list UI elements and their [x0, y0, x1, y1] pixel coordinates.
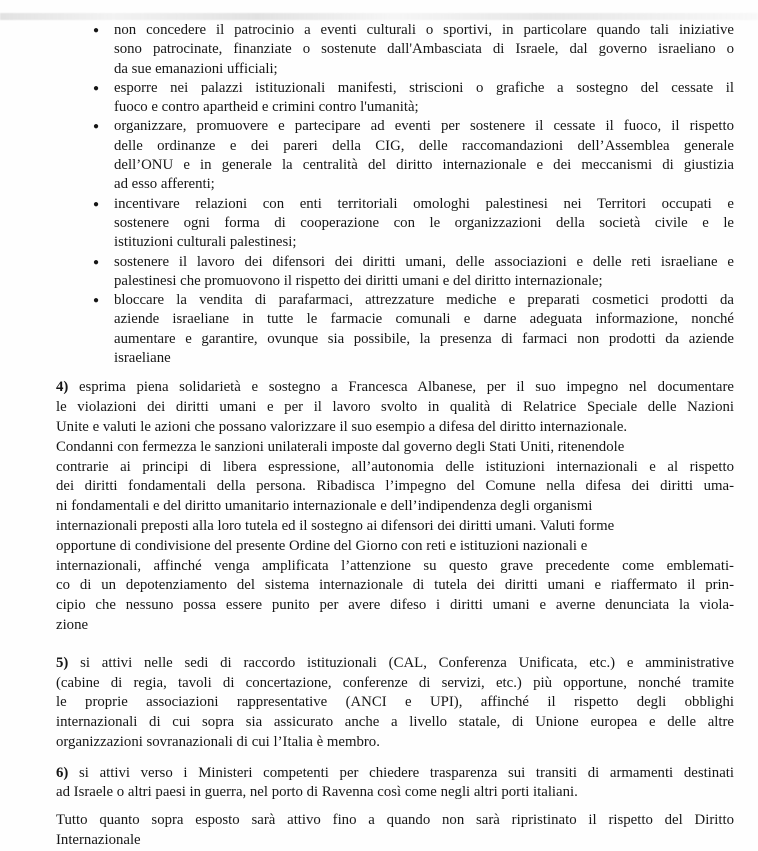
paragraph [56, 378, 734, 635]
bullet-icon: ● [93, 256, 100, 268]
text-line: zione [56, 616, 89, 633]
bullet-icon: ● [93, 25, 100, 36]
bullet-item-text [114, 21, 734, 79]
bullet-icon: ● [93, 121, 100, 133]
text-line: delle ordinanze e dei pareri della CIG, delle raccomandazioni dell’Assemblea generale [114, 137, 734, 154]
bullet-item-text [114, 253, 734, 292]
text-line: da sue emanazioni ufficiali; [114, 60, 278, 77]
text-line: contrarie ai principi di libera espressione, all’autonomia delle istituzioni internazionali e al rispetto [56, 458, 734, 475]
text-line: Tutto quanto sopra esposto sarà attivo fino a quando non sarà ripristinato il rispetto del Diritto [56, 812, 734, 829]
bullet-icon: ● [93, 295, 100, 307]
paragraph-number: 4) [56, 379, 69, 396]
text-line: sostenere ogni forma di cooperazione con le organizzazioni della società civile e le [114, 214, 734, 231]
text-line: sono patrocinate, finanziate o sostenute dall'Ambasciata di Israele, dal governo israeliano o [114, 41, 734, 58]
paragraph [56, 811, 734, 851]
text-line: 5) si attivi nelle sedi di raccordo istituzionali (CAL, Conferenza Unificata, etc.) e amministrative [56, 654, 734, 671]
text-line: le violazioni dei diritti umani e per il lavoro svolto in qualità di Relatrice Speciale delle Nazioni [56, 399, 734, 416]
text-line: opportune di condivisione del presente Ordine del Giorno con reti e istituzioni nazionali e [56, 537, 588, 554]
paragraph-number: 6) [56, 764, 69, 781]
text-line: cipio che nessuno possa essere punito per avere difeso i diritti umani e averne denunciata la viola- [56, 597, 734, 614]
bullet-item [56, 253, 734, 292]
text-line: (cabine di regia, tavoli di concertazione, conferenze di servizi, etc.) più opportune, nonché tramite [56, 674, 734, 691]
bullet-item [56, 291, 734, 368]
bullet-icon: ● [93, 82, 100, 94]
text-line: internazionali, affinché venga amplificata l’attenzione su questo grave precedente come emblemati- [56, 557, 734, 574]
text-line: fuoco e contro apartheid e crimini contro l'umanità; [114, 99, 419, 116]
text-line: aziende israeliane in tutte le farmacie comunali e darne adeguata informazione, nonché [114, 311, 734, 328]
bullet-item [56, 117, 734, 194]
text-line: aumentare e garantire, ovunque sia possibile, la presenza di farmaci non prodotti da aziende [114, 330, 734, 347]
text-line: Condanni con fermezza le sanzioni unilaterali imposte dal governo degli Stati Uniti, ritenendole [56, 438, 625, 455]
bullet-item [56, 195, 734, 253]
bullet-icon: ● [93, 198, 100, 210]
text-line: bloccare la vendita di parafarmaci, attrezzature mediche e preparati cosmetici prodotti da [114, 292, 734, 309]
bullet-item [56, 79, 734, 118]
text-line: dei diritti fondamentali della persona. Ribadisca l’impegno del Comune nella difesa dei diritti uma- [56, 478, 734, 495]
text-line: 6) si attivi verso i Ministeri competenti per chiedere trasparenza sui transiti di armamenti destinati [56, 764, 734, 781]
bullet-item [56, 21, 734, 79]
text-line: ni fondamentali e del diritto umanitario internazionale e dell’indipendenza degli organismi [56, 498, 593, 515]
text-line: sostenere il lavoro dei difensori dei diritti umani, delle associazioni e delle reti israeliane e [114, 253, 734, 270]
text-line: Unite e valuti le azioni che possano valorizzare il suo esempio a difesa del diritto internazionale. [56, 418, 628, 435]
text-line: internazionali di cui sopra sia assicurato anche a livello statale, di Unione europea e delle altre [56, 714, 734, 731]
text-line: co di un depotenziamento del sistema internazionale di tutela dei diritti umani e riaffermato il prin- [56, 577, 734, 594]
text-line: non concedere il patrocinio a eventi culturali o sportivi, in particolare quando tali iniziative [114, 22, 734, 38]
text-line: organizzare, promuovere e partecipare ad eventi per sostenere il cessate il fuoco, il rispetto [114, 118, 734, 135]
text-line: istituzioni culturali palestinesi; [114, 234, 297, 251]
text-line: incentivare relazioni con enti territoriali omologhi palestinesi nei Territori occupati e [114, 195, 734, 212]
paragraph-number: 5) [56, 654, 69, 671]
text-line: dell’ONU e in generale la centralità del diritto internazionale e dei meccanismi di giustizia [114, 157, 734, 174]
text-line: palestinesi che promuovono il rispetto dei diritti umani e del diritto internazionale; [114, 272, 603, 289]
text-line: israeliane [114, 350, 171, 367]
text-line: esporre nei palazzi istituzionali manifesti, striscioni o grafiche a sostegno del cessate il [114, 79, 734, 96]
text-line: le proprie associazioni rappresentative (ANCI e UPI), affinché il rispetto degli obblighi [56, 694, 734, 711]
text-line: internazionali preposti alla loro tutela ed il sostegno ai difensori dei diritti umani. Valuti forme [56, 517, 615, 534]
text-line: ad Israele o altri paesi in guerra, nel porto di Ravenna così come negli altri porti italiani. [56, 784, 578, 801]
text-line: ad esso afferenti; [114, 176, 215, 193]
text-line: organizzazioni sovranazionali di cui l’Italia è membro. [56, 733, 380, 750]
text-line: 4) esprima piena solidarietà e sostegno a Francesca Albanese, per il suo impegno nel documentare [56, 379, 734, 396]
bullet-item-text [114, 195, 734, 253]
paragraph [56, 764, 734, 804]
bullet-item-text [114, 291, 734, 368]
bullet-item-text [114, 117, 734, 194]
bullet-item-text [114, 79, 734, 118]
document-body [56, 21, 734, 851]
paragraph [56, 654, 734, 753]
text-line: Internazionale [56, 832, 141, 849]
scan-artifact-band [0, 13, 758, 20]
